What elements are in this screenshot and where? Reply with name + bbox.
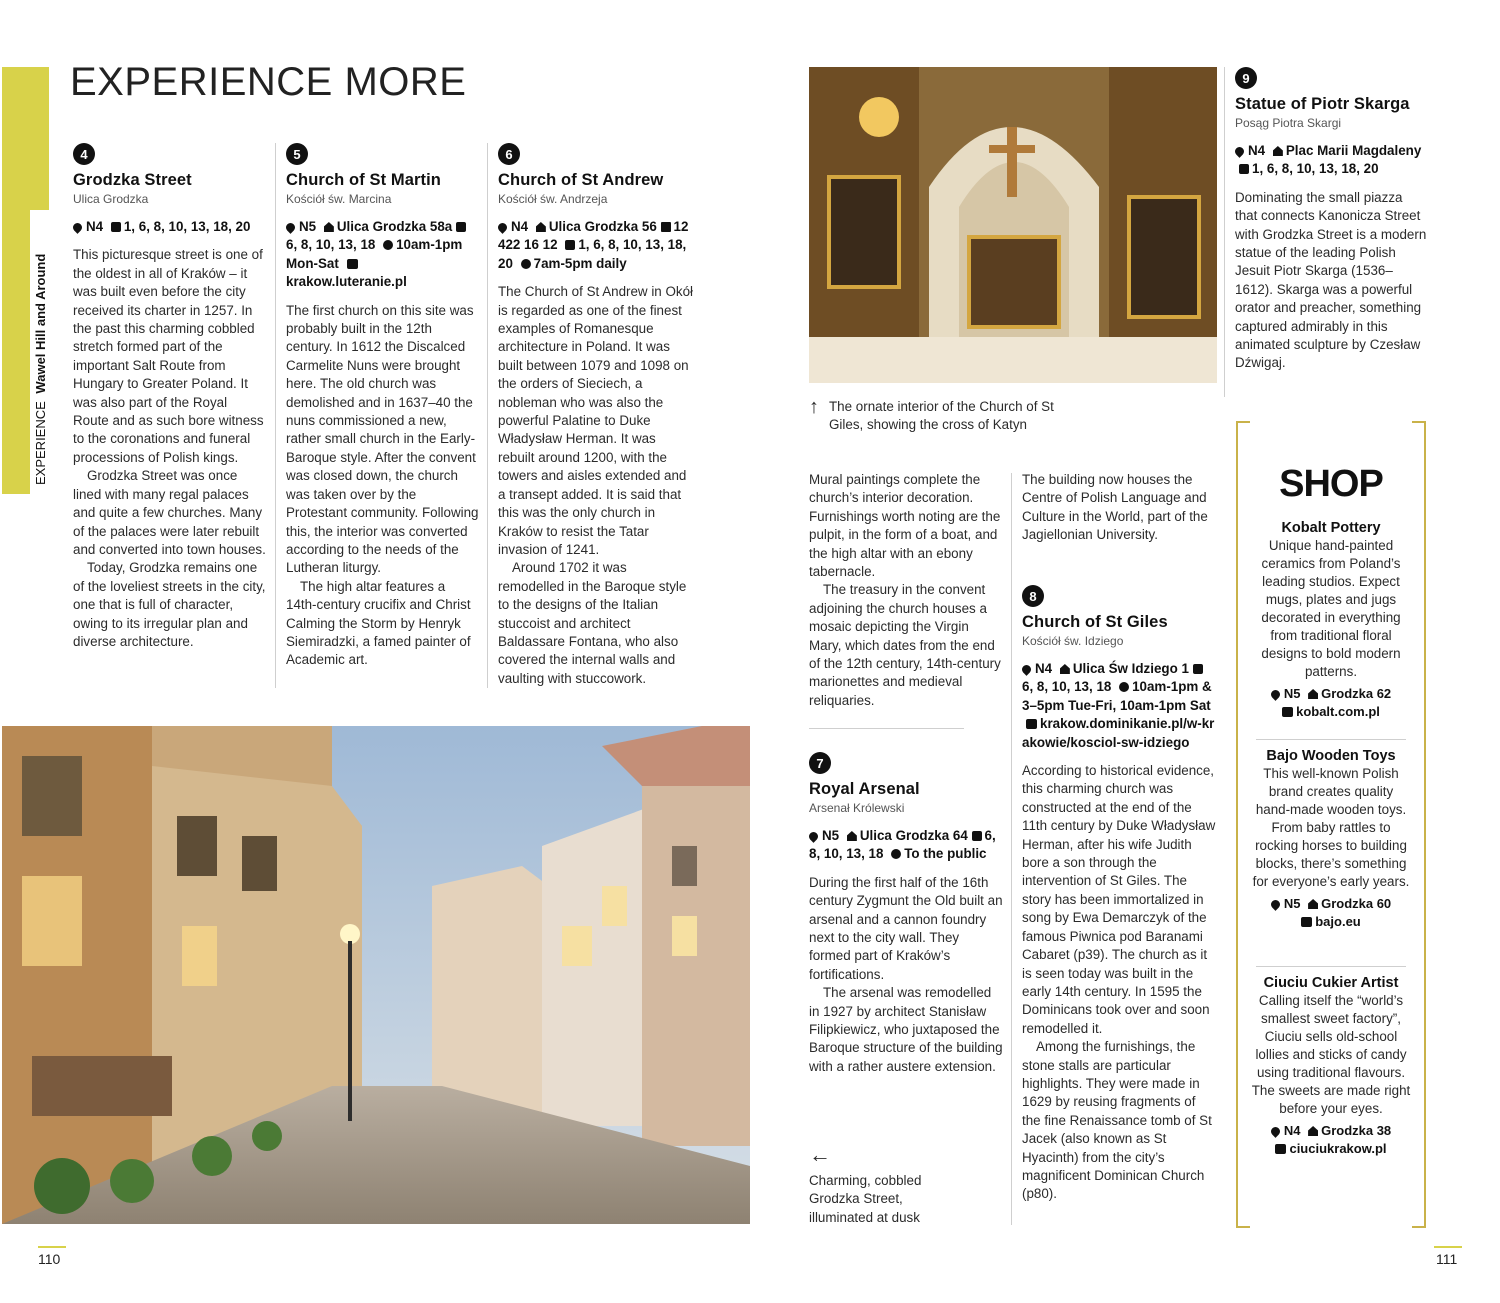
shop-item-ciuciu-cukier-artist: [1250, 974, 1412, 1158]
website-link[interactable]: krakow.dominikanie.pl/w-krakowie/kosciol-sw-idziego: [1022, 716, 1215, 750]
entry-title: Church of St Giles: [1022, 613, 1168, 631]
address-icon: [1308, 689, 1318, 699]
entry-royal-arsenal-continued: [1022, 471, 1216, 545]
shop-item-name: Ciuciu Cukier Artist: [1263, 975, 1399, 991]
paragraph: The high altar features a 14th-century crucifix and Christ Calming the Storm by Henryk Siemiradzki, a famed painter of Academic art.: [286, 578, 471, 668]
clock-icon: [521, 259, 531, 269]
shop-item-web: [1250, 913, 1412, 931]
entry-subtitle: Kościół św. Marcina: [286, 192, 392, 206]
grodzka-street-photo: [2, 726, 750, 1224]
entry-facts: [809, 827, 1003, 864]
website-link[interactable]: krakow.luteranie.pl: [286, 274, 407, 290]
entry-body: [1235, 189, 1427, 373]
map-pin-icon: [807, 830, 820, 843]
entry-body: [498, 283, 694, 688]
paragraph: According to historical evidence, this charming church was constructed at the end of the 11th century by Duke Władysław Herman, after his wife Judith bore a son through the intervention of St Giles. The story has been immortalized in song by Ewa Demarczyk of the famous Piwnica pod Baranami Cabaret (p39). The church as it is seen today was built in the early 14th century. In 1595 the Dominicans took over and soon remodelled it.: [1022, 763, 1216, 1036]
tram-lines: 1, 6, 8, 10, 13, 18, 20: [498, 237, 687, 271]
web-icon: [1026, 719, 1037, 729]
opening-hours: 10am-1pm & 3–5pm Tue-Fri, 10am-1pm Sat: [1022, 679, 1212, 713]
caption-text: The ornate interior of the Church of St Giles, showing the cross of Katyn: [829, 399, 1054, 433]
shop-item-name: Kobalt Pottery: [1281, 520, 1381, 536]
opening-hours: 10am-1pm Mon-Sat: [286, 237, 463, 271]
tram-lines: 1, 6, 8, 10, 13, 18, 20: [1252, 161, 1379, 177]
entry-title: Royal Arsenal: [809, 780, 920, 798]
website-link[interactable]: kobalt.com.pl: [1296, 704, 1380, 719]
web-icon: [347, 259, 358, 269]
column-divider: [1224, 67, 1225, 397]
page-heading: EXPERIENCE MORE: [70, 60, 467, 104]
map-pin-icon: [1269, 1125, 1282, 1138]
entry-church-of-st-martin: [286, 143, 479, 670]
street-illustration: [2, 726, 750, 1224]
page-number-right: 111: [1436, 1251, 1458, 1267]
web-icon: [1282, 707, 1293, 717]
paragraph: The building now houses the Centre of Polish Language and Culture in the World, part of the Jagiellonian University.: [1022, 472, 1208, 543]
entry-church-of-st-andrew: [498, 143, 694, 688]
entry-subtitle: Posąg Piotra Skargi: [1235, 116, 1342, 130]
grid-ref: N5: [1283, 686, 1301, 701]
entry-subtitle: Ulica Grodzka: [73, 192, 149, 206]
entry-subtitle: Kościół św. Idziego: [1022, 634, 1124, 648]
entry-facts: [1022, 660, 1216, 752]
entry-number: 5: [286, 143, 308, 165]
shop-item-description: Calling itself the “world’s smallest sweet factory”, Ciuciu sells old-school lollies and sticks of candy using traditional flavours. The sweets are made right before your eyes.: [1251, 993, 1411, 1116]
shop-item-description: Unique hand-painted ceramics from Poland’s leading studios. Expect mugs, plates and jugs decorated in everything from traditional floral designs to bold modern patterns.: [1261, 538, 1401, 679]
map-pin-icon: [1269, 688, 1282, 701]
paragraph: This picturesque street is one of the oldest in all of Kraków – it was built even before the city received its charter in 1257. In the past this charming cobbled stretch formed part of the important Salt Route from Hungary to Greater Poland. It was also part of the Royal Route and as such bore witness to the coronations and funeral processions of Polish kings.: [73, 247, 264, 465]
address: Ulica Grodzka 58a: [336, 219, 453, 234]
side-tab-label-normal: EXPERIENCE: [33, 401, 48, 485]
shop-divider: [1256, 966, 1406, 967]
paragraph: Mural paintings complete the church’s interior decoration. Furnishings worth noting are the pulpit, in the form of a boat, and the high altar with an ebony tabernacle.: [809, 472, 1001, 580]
shop-divider: [1256, 739, 1406, 740]
tram-icon: [1193, 664, 1203, 674]
entry-body: [73, 246, 266, 651]
column-divider: [275, 143, 276, 688]
tram-lines: 6, 8, 10, 13, 18: [286, 237, 376, 253]
address-icon: [1060, 664, 1070, 674]
entry-subtitle: Arsenał Królewski: [809, 801, 905, 815]
address-icon: [324, 222, 334, 232]
entry-church-of-st-andrew-continued: [809, 471, 1003, 710]
paragraph: Grodzka Street was once lined with many regal palaces and quite a few churches. Many of the palaces were later rebuilt and converted into town houses.: [73, 468, 266, 557]
entry-number: 9: [1235, 67, 1257, 89]
shop-item-web: [1250, 703, 1412, 721]
tram-icon: [565, 240, 575, 250]
page-number-left: 110: [38, 1251, 61, 1267]
entry-facts: [73, 218, 266, 236]
address: Ulica Grodzka 64: [859, 828, 968, 843]
entry-statue-of-piotr-skarga: [1235, 67, 1427, 373]
address-icon: [1308, 899, 1318, 909]
entry-title: Church of St Martin: [286, 171, 441, 189]
caption-text: Charming, cobbled Grodzka Street, illuminated at dusk: [809, 1173, 922, 1225]
shop-item-bajo-wooden-toys: [1250, 747, 1412, 931]
shop-item-name: Bajo Wooden Toys: [1266, 748, 1396, 764]
grid-ref: N5: [299, 219, 317, 234]
paragraph: The Church of St Andrew in Okół is regarded as one of the finest examples of Romanesque architecture in Poland. It was built between 1079 and 1098 on the orders of Sieciech, a nobleman who was also the powerful Palatine to Duke Władysław Herman. It was rebuilt around 1200, with the towers and aisles extended and a transept added. It is said that this was the only church in Kraków to resist the Tatar invasion of 1241.: [498, 284, 694, 557]
web-icon: [1275, 1144, 1286, 1154]
page-number-rule: [1434, 1246, 1462, 1248]
grid-ref: N4: [86, 219, 104, 234]
tram-icon: [111, 222, 121, 232]
paragraph: During the first half of the 16th century Zygmunt the Old built an arsenal and a cannon foundry next to the city wall. They formed part of Kraków’s fortifications.: [809, 874, 1003, 982]
entry-church-of-st-giles: [1022, 585, 1216, 1204]
grid-ref: N4: [511, 219, 529, 234]
entry-facts: [1235, 142, 1427, 179]
grid-ref: N4: [1248, 143, 1266, 158]
map-pin-icon: [1269, 898, 1282, 911]
st-giles-interior-photo: [809, 67, 1217, 383]
column-divider: [487, 143, 488, 688]
paragraph: Dominating the small piazza that connects Kanonicza Street with Grodzka Street is a modern statue of the leading Polish Jesuit Piotr Skarga (1536–1612). Skarga was a powerful orator and preacher, something captured admirably in this animated sculpture by Czesław Dźwigaj.: [1235, 189, 1427, 371]
grid-ref: N4: [1035, 661, 1053, 676]
entry-subtitle: Kościół św. Andrzeja: [498, 192, 608, 206]
address-icon: [847, 831, 857, 841]
entry-body: [1022, 762, 1216, 1204]
paragraph: Among the furnishings, the stone stalls are particular highlights. They were made in 1629 by reusing fragments of the fine Renaissance tomb of St Jacek (also known as St Hyacinth) from the city’s magnificent Dominican Church (p80).: [1022, 1039, 1212, 1202]
map-pin-icon: [284, 221, 297, 234]
shop-box: [1236, 421, 1426, 1228]
clock-icon: [383, 240, 393, 250]
shop-item-web: [1250, 1140, 1412, 1158]
paragraph: Around 1702 it was remodelled in the Baroque style to the designs of the Italian stuccoist and architect Baldassare Fontana, who also covered the internal walls and vaulting with stuccowork.: [498, 560, 687, 686]
entry-facts: [498, 218, 694, 273]
interior-caption: [809, 398, 1069, 435]
street-caption: [809, 1144, 959, 1227]
shop-item-kobalt-pottery: [1250, 519, 1412, 721]
entry-number: 8: [1022, 585, 1044, 607]
entry-body: [286, 302, 479, 670]
side-tab-label: [33, 195, 53, 485]
grid-ref: N5: [822, 828, 840, 843]
website-link[interactable]: ciuciukrakow.pl: [1289, 1141, 1387, 1156]
tram-lines: 6, 8, 10, 13, 18: [809, 828, 996, 862]
shop-item-description: This well-known Polish brand creates quality hand-made wooden toys. From baby rattles to rocking horses to building blocks, there’s something for everyone’s early years.: [1252, 766, 1410, 889]
paragraph: The treasury in the convent adjoining the church houses a mosaic depicting the Virgin Mary, which dates from the end of the 12th century, 14th-century marionettes and medieval reliquaries.: [809, 582, 1001, 708]
entry-number: 6: [498, 143, 520, 165]
web-icon: [1301, 917, 1312, 927]
side-tab-label-bold: Wawel Hill and Around: [33, 253, 48, 394]
paragraph: Today, Grodzka remains one of the loveliest streets in the city, one that is full of character, owing to its irregular plan and diverse architecture.: [73, 560, 266, 649]
tram-icon: [1239, 164, 1249, 174]
map-pin-icon: [71, 221, 84, 234]
phone-icon: [661, 222, 671, 232]
tram-icon: [972, 831, 982, 841]
tram-lines: 6, 8, 10, 13, 18: [1022, 679, 1112, 695]
website-link[interactable]: bajo.eu: [1315, 914, 1361, 929]
entry-title: Statue of Piotr Skarga: [1235, 95, 1410, 113]
interior-illustration: [809, 67, 1217, 383]
opening-hours: 7am-5pm daily: [533, 255, 627, 271]
entry-title: Church of St Andrew: [498, 171, 664, 189]
grid-ref: N5: [1283, 896, 1301, 911]
grid-ref: N4: [1283, 1123, 1301, 1138]
opening-hours: To the public: [904, 846, 987, 862]
arrow-up-icon: ↑: [809, 396, 819, 418]
entry-title: Grodzka Street: [73, 171, 192, 189]
tram-icon: [456, 222, 466, 232]
address-icon: [536, 222, 546, 232]
map-pin-icon: [496, 221, 509, 234]
arrow-left-icon: ←: [809, 1142, 831, 1167]
address: Ulica Grodzka 56: [548, 219, 657, 234]
page-number-rule: [38, 1246, 66, 1248]
phone-number: 12 422 16 12: [498, 219, 689, 253]
section-divider: [809, 728, 964, 729]
shop-bracket-left: [1236, 421, 1250, 1228]
address-icon: [1273, 146, 1283, 156]
address: Grodzka 62: [1321, 686, 1392, 701]
address: Ulica Św Idziego 1: [1072, 661, 1189, 676]
entry-number: 4: [73, 143, 95, 165]
closed-icon: [891, 849, 901, 859]
map-pin-icon: [1020, 663, 1033, 676]
clock-icon: [1119, 682, 1129, 692]
shop-item-facts: [1250, 685, 1412, 703]
entry-number: 7: [809, 752, 831, 774]
entry-royal-arsenal: [809, 752, 1003, 1076]
address-icon: [1308, 1126, 1318, 1136]
paragraph: The first church on this site was probably built in the 12th century. In 1612 the Discalced Carmelite Nuns were brought here. The old church was demolished and in 1637–40 the nuns commissioned a new, rather small church in the Early-Baroque style. After the convent was closed down, the church was taken over by the Protestant community. Following this, the interior was converted according to the needs of the Lutheran liturgy.: [286, 302, 479, 576]
entry-body: [809, 874, 1003, 1076]
map-pin-icon: [1233, 145, 1246, 158]
paragraph: The arsenal was remodelled in 1927 by architect Stanisław Filipkiewicz, who juxtaposed the Baroque structure of the building with a rather austere extension.: [809, 985, 1003, 1074]
shop-item-facts: [1250, 895, 1412, 913]
shop-title: SHOP: [1279, 463, 1383, 505]
shop-bracket-right: [1412, 421, 1426, 1228]
column-divider: [1011, 473, 1012, 1225]
shop-item-facts: [1250, 1122, 1412, 1140]
address: Plac Marii Magdaleny: [1285, 143, 1422, 158]
address: Grodzka 60: [1321, 896, 1392, 911]
entry-facts: [286, 218, 479, 292]
entry-grodzka-street: [73, 143, 266, 651]
address: Grodzka 38: [1321, 1123, 1392, 1138]
tram-lines: 1, 6, 8, 10, 13, 18, 20: [123, 219, 251, 234]
